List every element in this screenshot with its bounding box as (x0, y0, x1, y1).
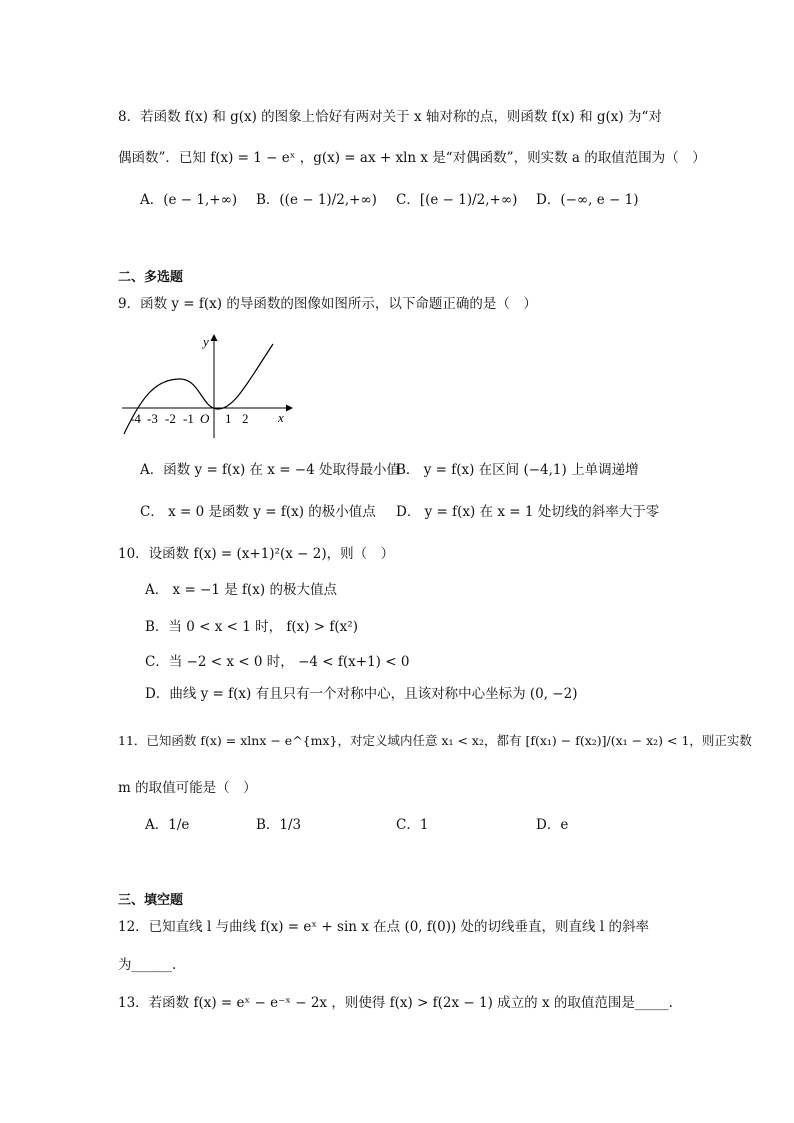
q11-stem-line2: m 的取值可能是（ ） (118, 780, 257, 796)
q8-option-a[interactable]: A．(e − 1,+∞) (140, 192, 238, 208)
section-heading-multi: 二、多选题 (118, 270, 184, 285)
y-axis-arrow (211, 334, 218, 341)
derivative-graph (118, 334, 293, 439)
q9-option-b[interactable]: B． y = f(x) 在区间 (−4,1) 上单调递增 (396, 462, 639, 478)
q11-option-b[interactable]: B．1/3 (256, 817, 302, 833)
q9-option-c[interactable]: C． x = 0 是函数 y = f(x) 的极小值点 (140, 504, 376, 520)
q9-option-a[interactable]: A．函数 y = f(x) 在 x = −4 处取得最小值 (140, 462, 400, 478)
x-axis-label: x (278, 410, 284, 425)
q10-option-d[interactable]: D．曲线 y = f(x) 有且只有一个对称中心，且该对称中心坐标为 (0, −2) (145, 686, 578, 702)
tick-label: 2 (242, 411, 249, 426)
q12-stem-line1: 12．已知直线 l 与曲线 f(x) = eˣ + sin x 在点 (0, f(0)) 处的切线垂直，则直线 l 的斜率 (118, 919, 649, 935)
q11-option-a[interactable]: A．1/e (145, 817, 190, 833)
q11-option-c[interactable]: C．1 (396, 817, 429, 833)
q8-option-b[interactable]: B．((e − 1)/2,+∞) (256, 192, 377, 208)
tick-label: -1 (183, 411, 194, 426)
q9-option-d[interactable]: D． y = f(x) 在 x = 1 处切线的斜率大于零 (396, 504, 660, 520)
tick-label: 1 (225, 411, 232, 426)
q8-option-d[interactable]: D．(−∞, e − 1) (536, 192, 639, 208)
q12-stem-line2: 为______. (118, 957, 177, 973)
q11-stem-line1: 11．已知函数 f(x) = xlnx − e^{mx}，对定义域内任意 x₁ < x₂，都有 [f(x₁) − f(x₂)]/(x₁ − x₂) < 1，则正实数 (118, 733, 752, 748)
q8-stem-line1: 8．若函数 f(x) 和 g(x) 的图象上恰好有两对关于 x 轴对称的点，则函数 f(x) 和 g(x) 为“对 (118, 109, 662, 125)
q8-stem-line2: 偶函数”．已知 f(x) = 1 − eˣ ，g(x) = ax + xln x 是“对偶函数”，则实数 a 的取值范围为（ ） (118, 150, 706, 166)
origin-label: O (200, 411, 210, 426)
q10-option-b[interactable]: B．当 0 < x < 1 时， f(x) > f(x²) (145, 619, 358, 635)
y-axis-label: y (203, 334, 209, 349)
tick-label: -3 (147, 411, 158, 426)
q11-option-d[interactable]: D．e (536, 817, 569, 833)
q9-stem: 9．函数 y = f(x) 的导函数的图像如图所示，以下命题正确的是（ ） (118, 296, 537, 312)
tick-label: -4 (130, 411, 141, 426)
q8-option-c[interactable]: C．[(e − 1)/2,+∞) (396, 192, 518, 208)
x-axis-arrow (286, 405, 293, 412)
q10-option-c[interactable]: C．当 −2 < x < 0 时， −4 < f(x+1) < 0 (145, 654, 410, 670)
section-heading-fill: 三、填空题 (118, 893, 184, 908)
q10-stem: 10．设函数 f(x) = (x+1)²(x − 2)，则（ ） (118, 546, 395, 562)
q13-stem: 13．若函数 f(x) = eˣ − e⁻ˣ − 2x ，则使得 f(x) > f(2x − 1) 成立的 x 的取值范围是_____. (118, 995, 673, 1011)
tick-label: -2 (165, 411, 176, 426)
q10-option-a[interactable]: A． x = −1 是 f(x) 的极大值点 (145, 582, 337, 598)
